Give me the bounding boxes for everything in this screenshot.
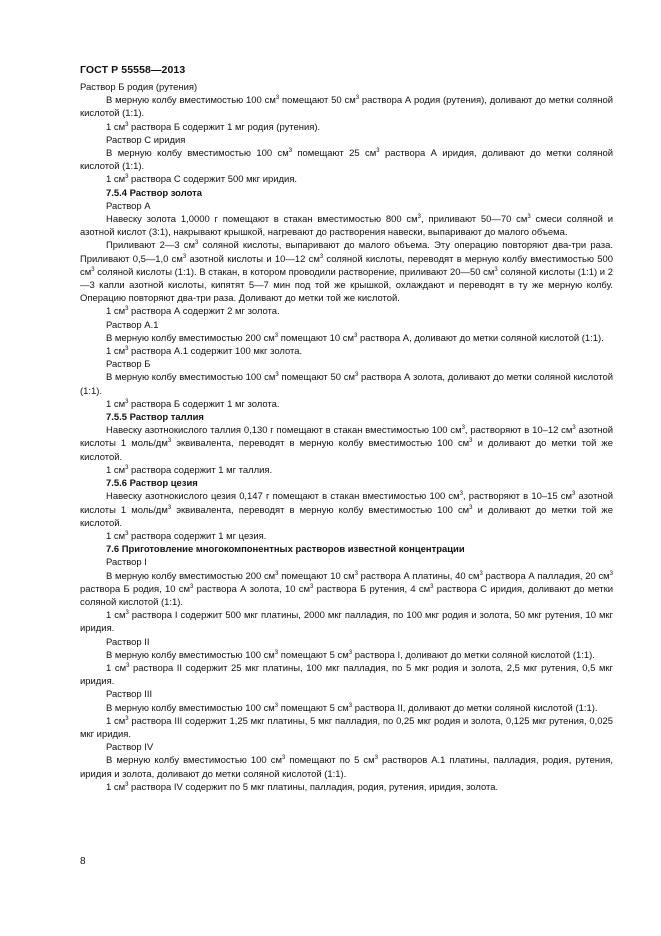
text-run: 7.6 Приготовление многокомпонентных растворов известной концентрации [106, 544, 465, 556]
body-paragraph [80, 464, 613, 477]
superscript: 3 [354, 372, 359, 379]
page-number: 8 [80, 856, 86, 867]
text-run: раствора III содержит 1,25 мкг платины, 5 мкг палладия, по 0,25 мкг родия и золота, 0,125 мкг рутения, 0,025 мкг иридия. [80, 715, 613, 740]
body-paragraph [80, 147, 613, 173]
text-run: помещают по 5 см [285, 755, 375, 767]
superscript: 3 [91, 266, 95, 273]
body-paragraph [80, 688, 613, 701]
superscript: 3 [182, 253, 187, 260]
text-run: раствора А.1 содержит 100 мкг золота. [128, 346, 303, 358]
text-run: раствора С иридия, доливают до метки соляной кислотой (1:1). [80, 583, 613, 608]
body-paragraph [80, 319, 613, 332]
text-run: раствора А иридия, доливают до метки соляной кислотой (1:1). [80, 148, 613, 173]
text-run: Приливают 2—3 см [106, 240, 195, 252]
text-run: Навеску золота 1,0000 г помещают в стакан вместимостью 800 см [106, 214, 418, 226]
superscript: 3 [355, 95, 360, 102]
superscript: 3 [281, 755, 286, 762]
superscript: 3 [125, 464, 129, 471]
body-paragraph [80, 556, 613, 569]
superscript: 3 [190, 583, 194, 590]
superscript: 3 [461, 425, 465, 432]
text-run: Раствор С иридия [106, 134, 186, 146]
superscript: 3 [125, 346, 129, 353]
superscript: 3 [125, 715, 129, 722]
text-run: эквивалента, переводят в мерную колбу вместимостью 100 см [171, 438, 470, 450]
body-paragraph [80, 490, 613, 530]
text-run: В мерную колбу вместимостью 100 см [106, 95, 276, 107]
text-run: Навеску азотнокислого цезия 0,147 г помещают в стакан вместимостью 100 см [106, 491, 460, 503]
superscript: 3 [125, 781, 129, 788]
superscript: 3 [275, 95, 280, 102]
superscript: 3 [125, 610, 129, 617]
text-run: 1 см [106, 174, 126, 186]
text-run: и доливают до метки той же кислотой. [80, 504, 613, 529]
superscript: 3 [354, 570, 358, 577]
section-heading [80, 411, 613, 424]
body-paragraph [80, 398, 613, 411]
body-paragraph [80, 636, 613, 649]
text-run: 1 см [106, 610, 126, 622]
superscript: 3 [572, 425, 576, 432]
text-run: растворов А.1 платины, палладия, родия, рутения, иридия и золота, доливают до метки соляной кислотой (1:1). [80, 755, 613, 780]
text-run: Раствор А.1 [106, 319, 159, 331]
body-paragraph [80, 570, 613, 610]
section-heading [80, 187, 613, 200]
superscript: 3 [469, 438, 473, 445]
body-paragraph [80, 358, 613, 371]
superscript: 3 [469, 504, 473, 511]
section-heading [80, 543, 613, 556]
body-paragraph [80, 200, 613, 213]
superscript: 3 [275, 372, 279, 379]
superscript: 3 [125, 530, 129, 537]
superscript: 3 [274, 332, 279, 339]
superscript: 3 [125, 398, 129, 405]
body-paragraph [80, 239, 613, 305]
body-paragraph [80, 715, 613, 741]
text-run: помещают 5 см [278, 702, 349, 714]
superscript: 3 [459, 491, 463, 498]
text-run: 1 см [106, 715, 126, 727]
superscript: 3 [572, 491, 576, 498]
text-run: раствора А платины, 40 см [357, 570, 480, 582]
text-run: 1 см [106, 781, 126, 793]
text-run: 1 см [106, 346, 126, 358]
text-run: Раствор IV [106, 742, 154, 754]
text-run: помещают 50 см [278, 372, 355, 384]
text-run: соляной кислоты (1:1) и 2—3 капли азотной кислоты, кипятят 5—7 мин под той же крышкой, охлаждают и переводят в ту же мерную колбу. Операцию повторяют два-три раза. Доливают до метки той же кислотой. [80, 266, 613, 305]
text-run: 1 см [106, 398, 126, 410]
superscript: 3 [288, 148, 293, 155]
text-run: помещают 50 см [279, 95, 356, 107]
text-run: эквивалента, переводят в мерную колбу вместимостью 100 см [171, 504, 470, 516]
superscript: 3 [194, 240, 199, 247]
text-run: , приливают 50—70 см [420, 214, 528, 226]
text-run: Раствор Б [106, 359, 151, 371]
text-run: раствора II, доливают до метки соляной кислотой (1:1). [352, 702, 598, 714]
superscript: 3 [125, 306, 129, 313]
text-run: помещают 10 см [278, 332, 355, 344]
text-run: Раствор А [106, 200, 151, 212]
body-paragraph [80, 530, 613, 543]
document-body [80, 81, 613, 794]
text-run: помещают 5 см [278, 649, 349, 661]
text-run: 1 см [106, 530, 126, 542]
text-run: помещают 10 см [278, 570, 355, 582]
body-paragraph [80, 305, 613, 318]
body-paragraph [80, 121, 613, 134]
superscript: 3 [494, 266, 498, 273]
text-run: В мерную колбу вместимостью 100 см [106, 372, 276, 384]
superscript: 3 [125, 174, 129, 181]
body-paragraph [80, 781, 613, 794]
text-run: раствора I, доливают до метки соляной кислотой (1:1). [352, 649, 595, 661]
text-run: раствора IV содержит по 5 мкг платины, палладия, родия, рутения, иридия, золота. [128, 781, 499, 793]
text-run: раствора А палладия, 20 см [482, 570, 610, 582]
superscript: 3 [376, 148, 380, 155]
superscript: 3 [309, 583, 314, 590]
text-run: 1 см [106, 306, 126, 318]
superscript: 3 [374, 755, 378, 762]
body-paragraph [80, 702, 613, 715]
text-run: раствора II содержит 25 мкг платины, 100 мкг палладия, по 5 мкг родия и золота, 2,5 мкг рутения, 0,5 мкг иридия. [80, 662, 613, 688]
superscript: 3 [417, 214, 421, 221]
text-run: соляной кислоты (1:1). В стакан, в котором проводили растворение, приливают 20—50 см [94, 266, 495, 278]
text-run: В мерную колбу вместимостью 100 см [106, 148, 289, 160]
superscript: 3 [125, 121, 129, 128]
body-paragraph [80, 213, 613, 239]
text-run: помещают 25 см [292, 148, 377, 160]
body-paragraph [80, 609, 613, 635]
text-run: раствора содержит 1 мг таллия. [128, 464, 273, 476]
text-run: 7.5.4 Раствор золота [106, 187, 202, 199]
text-run: раствора А золота, доливают до метки соляной кислотой (1:1). [80, 372, 613, 397]
body-paragraph [80, 371, 613, 397]
superscript: 3 [274, 702, 279, 709]
text-run: раствора Б содержит 1 мг золота. [128, 398, 280, 410]
text-run: 1 см [106, 662, 127, 674]
body-paragraph [80, 741, 613, 754]
text-run: Раствор Б родия (рутения) [80, 82, 198, 93]
text-run: , растворяют в 10–15 см [462, 491, 572, 503]
superscript: 3 [167, 438, 172, 445]
text-run: Раствор I [106, 557, 147, 569]
text-run: раствора I содержит 500 мкг платины, 2000 мкг палладия, по 100 мкг родия и золота, 50 мкг рутения, 10 мкг иридия. [80, 610, 614, 635]
superscript: 3 [354, 332, 358, 339]
superscript: 3 [348, 649, 353, 656]
superscript: 3 [527, 214, 531, 221]
text-run: В мерную колбу вместимостью 100 см [106, 755, 282, 767]
text-run: В мерную колбу вместимостью 100 см [106, 649, 275, 661]
text-run: азотной кислоты 1 моль/дм [80, 425, 614, 450]
text-run: соляной кислоты, выпаривают до малого объема. Эту операцию повторяют два-три раза. Приливают 0,5—1,0 см [80, 240, 613, 265]
text-run: смеси соляной и азотной кислот (3:1), накрывают крышкой, нагревают до растворения навески, выпаривают до малого объема. [80, 214, 613, 239]
text-run: раствора А, доливают до метки соляной кислотой (1:1). [357, 332, 604, 344]
body-paragraph [80, 754, 613, 780]
text-run: раствора Б родия, 10 см [80, 583, 191, 595]
text-run: 1 см [106, 464, 126, 476]
superscript: 3 [319, 253, 324, 260]
body-paragraph [80, 81, 613, 94]
body-paragraph [80, 662, 613, 688]
text-run: раствора А родия (рутения), доливают до метки соляной кислотой (1:1). [80, 95, 613, 120]
text-run: азотной кислоты и 10—12 см [186, 253, 320, 265]
superscript: 3 [275, 570, 279, 577]
text-run: раствора содержит 1 мг цезия. [128, 530, 267, 542]
body-paragraph [80, 94, 613, 120]
text-run: азотной кислоты 1 моль/дм [80, 491, 614, 516]
body-paragraph [80, 332, 613, 345]
text-run: В мерную колбу вместимостью 100 см [106, 702, 275, 714]
superscript: 3 [126, 662, 130, 669]
text-run: Раствор II [106, 636, 150, 648]
text-run: Навеску азотнокислого таллия 0,130 г помещают в стакан вместимостью 100 см [106, 425, 462, 437]
body-paragraph [80, 134, 613, 147]
superscript: 3 [609, 570, 613, 577]
superscript: 3 [274, 649, 279, 656]
superscript: 3 [167, 504, 172, 511]
text-run: раствора Б содержит 1 мг родия (рутения). [128, 121, 321, 133]
body-paragraph [80, 345, 613, 358]
superscript: 3 [430, 583, 434, 590]
text-run: раствора С содержит 500 мкг иридия. [128, 174, 298, 186]
text-run: 7.5.5 Раствор таллия [106, 412, 204, 424]
text-run: В мерную колбу вместимостью 200 см [106, 570, 276, 582]
text-run: и доливают до метки той же кислотой. [80, 438, 613, 463]
body-paragraph [80, 173, 613, 186]
superscript: 3 [348, 702, 353, 709]
body-paragraph [80, 649, 613, 662]
text-run: раствора Б рутения, 4 см [313, 583, 431, 595]
text-run: раствора А золота, 10 см [193, 583, 310, 595]
superscript: 3 [479, 570, 483, 577]
text-run: 7.5.6 Раствор цезия [106, 478, 198, 490]
section-heading [80, 477, 613, 490]
text-run: соляной кислоты, переводят в мерную колбу вместимостью 500 см [80, 253, 613, 278]
text-run: , растворяют в 10–12 см [464, 425, 573, 437]
text-run: раствора А содержит 2 мг золота. [128, 306, 280, 318]
document-header: ГОСТ Р 55558—2013 [80, 64, 186, 76]
text-run: Раствор III [106, 689, 153, 701]
text-run: 1 см [106, 121, 126, 133]
text-run: В мерную колбу вместимостью 200 см [106, 332, 275, 344]
body-paragraph [80, 424, 613, 464]
